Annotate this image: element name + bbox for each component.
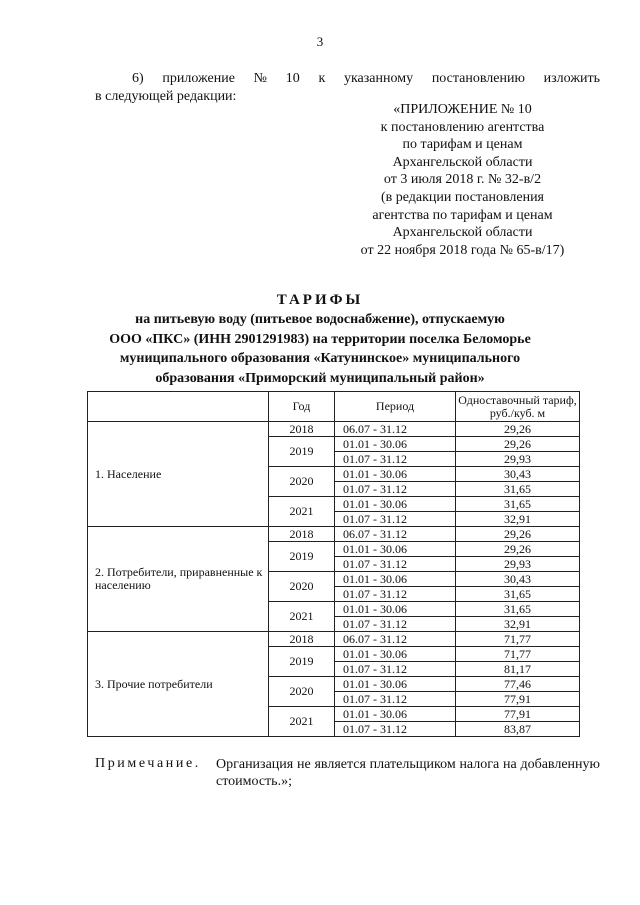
tariff-cell: 29,26 [456,437,580,452]
header-category [88,392,269,422]
table-row [88,422,580,437]
period-cell: 01.07 - 31.12 [335,617,456,632]
tariff-cell: 71,77 [456,647,580,662]
period-cell: 01.01 - 30.06 [335,602,456,617]
title-line: на питьевую воду (питьевое водоснабжение), отпускаемую [135,312,505,327]
tariff-cell: 32,91 [456,617,580,632]
appendix-line: Архангельской области [392,154,533,170]
note-label: Примечание. [95,756,201,771]
table-header-row [88,392,580,422]
year-cell: 2018 [269,527,335,542]
period-cell: 01.07 - 31.12 [335,692,456,707]
title-line: ООО «ПКС» (ИНН 2901291983) на территории поселка Беломорье [109,331,531,347]
period-cell: 06.07 - 31.12 [335,422,456,437]
appendix-line: по тарифам и ценам [402,137,523,153]
tariff-table [87,391,580,737]
header-period: Период [335,392,456,422]
year-cell: 2019 [269,542,335,572]
appendix-line: (в редакции постановления [380,189,545,205]
tariff-cell: 77,91 [456,692,580,707]
item-word: № [253,71,267,86]
title-line: образования «Приморский муниципальный район» [155,370,485,386]
period-cell: 01.01 - 30.06 [335,437,456,452]
tariff-cell: 30,43 [456,572,580,587]
page-number: 3 [316,34,324,49]
title-line: муниципального образования «Катунинское» муниципального [119,351,521,366]
appendix-header [330,101,595,259]
item-line-continuation: в следующей редакции: [95,89,237,104]
tariff-table-body [88,422,580,737]
period-cell: 01.01 - 30.06 [335,542,456,557]
table-row [88,632,580,647]
tariff-cell: 31,65 [456,482,580,497]
year-cell: 2021 [269,497,335,527]
period-cell: 01.07 - 31.12 [335,722,456,737]
period-cell: 01.01 - 30.06 [335,497,456,512]
tariff-cell: 77,46 [456,677,580,692]
item-word: 10 [285,71,300,86]
item-line [95,71,600,87]
year-cell: 2018 [269,422,335,437]
item-word: приложение [162,71,235,86]
header-tariff: Одноставочный тариф, руб./куб. м [456,392,580,422]
period-cell: 01.01 - 30.06 [335,467,456,482]
period-cell: 01.07 - 31.12 [335,482,456,497]
year-cell: 2018 [269,632,335,647]
category-cell: 3. Прочие потребители [88,632,269,737]
item-word: к [318,71,326,86]
year-cell: 2019 [269,437,335,467]
year-cell: 2021 [269,707,335,737]
document-title [0,291,640,388]
header-year: Год [269,392,335,422]
period-cell: 01.01 - 30.06 [335,647,456,662]
tariff-cell: 29,26 [456,542,580,557]
year-cell: 2021 [269,602,335,632]
tariff-cell: 29,93 [456,557,580,572]
tariff-cell: 31,65 [456,497,580,512]
item-number: 6) [132,71,144,86]
note-text: Организация не является плательщиком налога на добавленную стоимость.»; [216,757,600,789]
category-cell: 2. Потребители, приравненные к населению [88,527,269,632]
period-cell: 06.07 - 31.12 [335,632,456,647]
year-cell: 2020 [269,572,335,602]
appendix-line: к постановлению агентства [380,119,545,135]
tariff-cell: 30,43 [456,467,580,482]
period-cell: 01.01 - 30.06 [335,677,456,692]
period-cell: 01.07 - 31.12 [335,452,456,467]
item-word: указанному [343,71,414,86]
tariff-cell: 29,93 [456,452,580,467]
period-cell: 01.01 - 30.06 [335,572,456,587]
table-row [88,527,580,542]
tariff-cell: 29,26 [456,527,580,542]
tariff-cell: 83,87 [456,722,580,737]
tariff-cell: 77,91 [456,707,580,722]
tariff-cell: 31,65 [456,587,580,602]
category-cell: 1. Население [88,422,269,527]
appendix-line: «ПРИЛОЖЕНИЕ № 10 [393,102,532,117]
item-word: постановлению [431,71,525,86]
appendix-line: от 22 ноября 2018 года № 65-в/17) [360,242,565,258]
period-cell: 01.07 - 31.12 [335,662,456,677]
item-word: изложить [543,71,600,86]
period-cell: 01.01 - 30.06 [335,707,456,722]
title-heading: ТАРИФЫ [276,292,364,308]
year-cell: 2020 [269,677,335,707]
tariff-cell: 31,65 [456,602,580,617]
tariff-cell: 29,26 [456,422,580,437]
appendix-line: агентства по тарифам и ценам [372,207,553,223]
period-cell: 01.07 - 31.12 [335,557,456,572]
appendix-line: Архангельской области [392,225,533,241]
appendix-line: от 3 июля 2018 г. № 32-в/2 [383,172,542,188]
year-cell: 2019 [269,647,335,677]
year-cell: 2020 [269,467,335,497]
period-cell: 01.07 - 31.12 [335,587,456,602]
tariff-cell: 32,91 [456,512,580,527]
period-cell: 01.07 - 31.12 [335,512,456,527]
tariff-cell: 81,17 [456,662,580,677]
period-cell: 06.07 - 31.12 [335,527,456,542]
tariff-cell: 71,77 [456,632,580,647]
